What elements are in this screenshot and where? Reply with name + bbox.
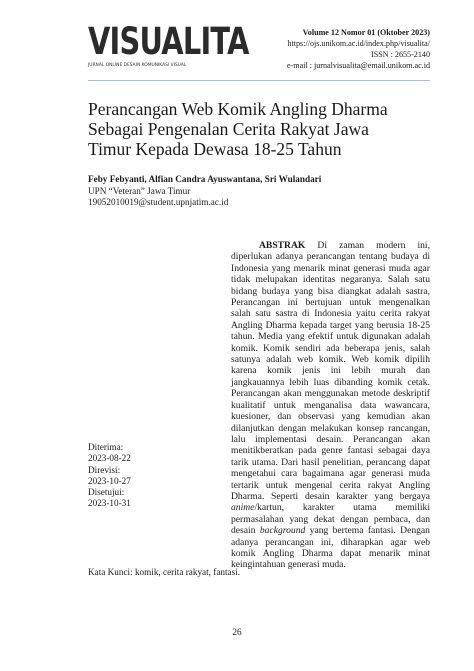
- keywords-label: Kata Kunci:: [88, 567, 133, 577]
- journal-url[interactable]: https://ojs.unikom.ac.id/index.php/visualita/: [287, 39, 430, 48]
- article-dates: [88, 442, 131, 510]
- abstract-text: yang bertema fantasi. Dengan adanya perancangan ini, diharapkan agar web komik Angling Dharma dapat menarik minat keingintahuan generasi muda.: [231, 525, 430, 571]
- abstract-italic-term: background: [259, 525, 306, 537]
- page-number: 26: [232, 627, 242, 637]
- revised-label: Direvisi:: [88, 464, 121, 475]
- abstract: [231, 240, 430, 571]
- abstract-text: Di zaman modern ini, diperlukan adanya perancangan tentang budaya di Indonesia yang menarik minat generasi muda agar tidak melupakan identitas negaranya. Salah satu bidang budaya yang bisa diangkat adalah sastra, Perancangan ini bertujuan untuk mengenalkan salah satu sastra di Indonesia yaitu cerita rakyat Angling Dharma kepada target yang berusia 18-25 tahun. Media yang efektif untuk digunakan adalah komik. Komik sendiri ada beberapa jenis, salah satunya adalah web komik. Web komik dipilih karena komik jenis ini lebih murah dan jangkauannya lebih luas dibanding komik cetak. Perancangan akan menggunakan metode deskriptif kualitatif untuk menganalisa data wawancara, kuesioner, dan observasi yang kemudian akan dilanjutkan dengan melakukan konsep rancangan, lalu implementasi desain. Perancangan akan menitikberatkan pada genre fantasi sebagai daya tarik utama. Dari hasil penelitian, perancang dapat mengetahui cara bagaimana agar generasi muda tertarik untuk mengenal cerita rakyat Angling Dharma. Seperti desain karakter yang bergaya: [231, 240, 430, 502]
- author-affiliation: UPN “Veteran” Jawa Timur: [88, 186, 191, 196]
- revised-date: 2023-10-27: [88, 475, 131, 486]
- keywords: [88, 567, 240, 577]
- journal-tagline: JURNAL ONLINE DESAIN KOMUNIKASI VISUAL: [88, 63, 187, 68]
- header-divider: [88, 80, 430, 81]
- journal-issn: ISSN : 2655-2140: [371, 50, 430, 59]
- author-email[interactable]: 19052010019@student.upnjatim.ac.id: [88, 197, 229, 207]
- abstract-label: ABSTRAK: [259, 240, 306, 251]
- journal-logo-wordmark: VISUALITA: [88, 20, 249, 63]
- keywords-list: komik, cerita rakyat, fantasi.: [134, 567, 241, 577]
- journal-email[interactable]: e-mail : jurnalvisualita@email.unikom.ac.id: [287, 61, 430, 70]
- article-title: Perancangan Web Komik Angling Dharma Sebagai Pengenalan Cerita Rakyat Jawa Timur Kepada Dewasa 18-25 Tahun: [88, 99, 388, 159]
- accepted-label: Disetujui:: [88, 487, 125, 498]
- journal-header-info: [210, 27, 430, 71]
- abstract-text: /kartun, karakter utama memiliki permasalahan yang dekat dengan pembaca, dan desain: [231, 502, 430, 537]
- journal-logo: [88, 20, 249, 70]
- received-date: 2023-08-22: [88, 453, 131, 464]
- accepted-date: 2023-10-31: [88, 498, 131, 509]
- journal-volume: Volume 12 Nomor 01 (Oktober 2023): [302, 28, 430, 37]
- received-label: Diterima:: [88, 442, 124, 452]
- abstract-italic-term: anime: [231, 502, 255, 514]
- article-authors: Feby Febyanti, Alfian Candra Ayuswantana, Sri Wulandari: [88, 174, 322, 184]
